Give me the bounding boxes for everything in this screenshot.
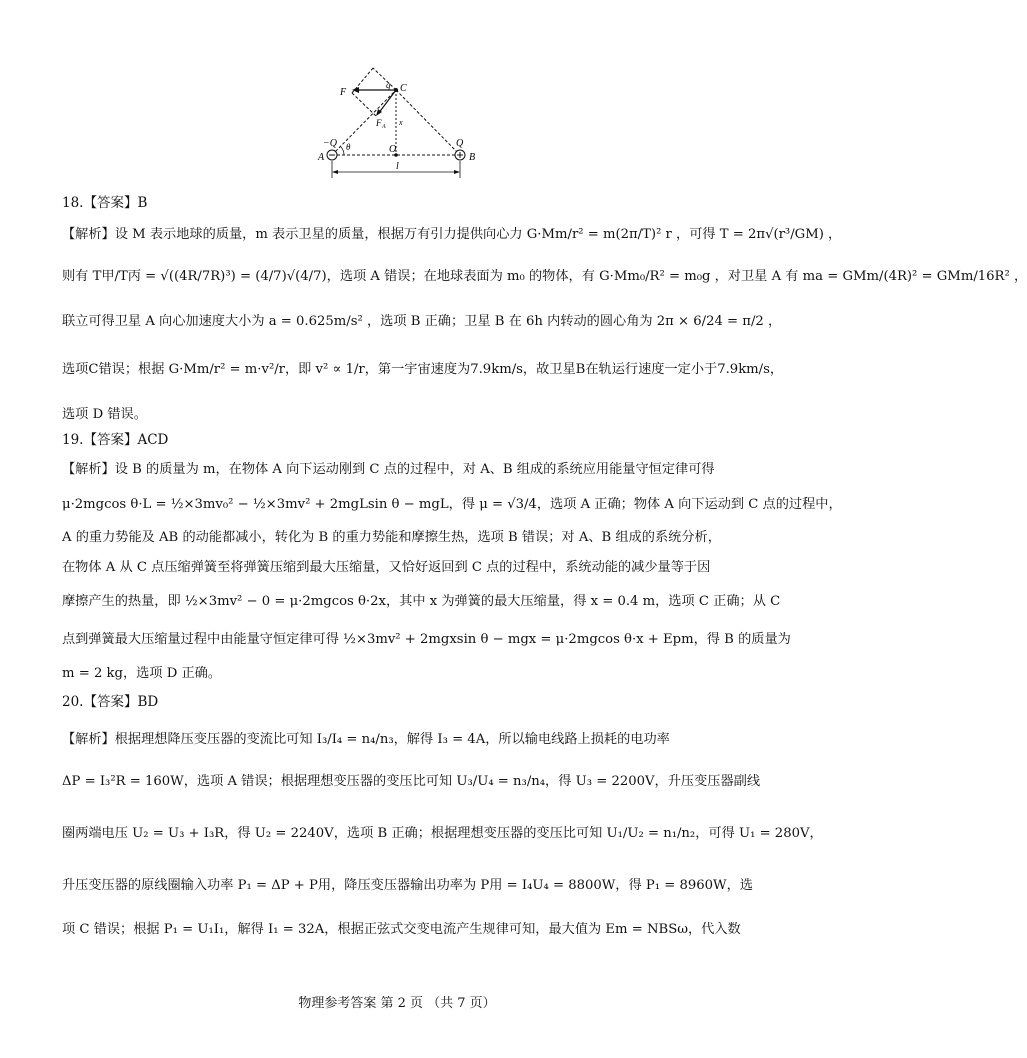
- q19-title: 19.【答案】ACD: [62, 432, 169, 448]
- q18-line-2: 则有 T甲/T丙 = √((4R/7R)³) = (4/7)√(4/7)，选项 A 错误；在地球表面为 m₀ 的物体，有 G·Mm₀/R² = m₀g ，对卫星 A 有 ma = GMm/(4R)² = GMm/16R² ，: [62, 269, 1027, 284]
- q18-line-4: 选项C错误；根据 G·Mm/r² = m·v²/r，即 v² ∝ 1/r，第一宇宙速度为7.9km/s，故卫星B在轨运行速度一定小于7.9km/s，: [62, 362, 784, 377]
- q19-line-3: A 的重力势能及 AB 的动能都减小，转化为 B 的重力势能和摩擦生热，选项 B 错误；对 A、B 组成的系统分析，: [62, 530, 721, 545]
- q20-title: 20.【答案】BD: [62, 694, 159, 710]
- label-F: F: [340, 87, 347, 98]
- q18-line-3: 联立可得卫星 A 向心加速度大小为 a = 0.625m/s² ，选项 B 正确；卫星 B 在 6h 内转动的圆心角为 2π × 6/24 = π/2 ，: [62, 314, 782, 329]
- label-A: A: [318, 152, 325, 163]
- label-FA: F: [376, 118, 382, 128]
- label-O: O: [389, 144, 397, 155]
- q19-line-1: 【解析】设 B 的质量为 m，在物体 A 向下运动刚到 C 点的过程中，对 A、B 组成的系统应用能量守恒定律可得: [62, 462, 715, 477]
- label-FA-sub: A: [382, 124, 386, 130]
- q19-line-7: m = 2 kg，选项 D 正确。: [62, 666, 222, 681]
- q19-line-6: 点到弹簧最大压缩量过程中由能量守恒定律可得 ½×3mv² + 2mgxsin θ − mgx = μ·2mgcos θ·x + Epm，得 B 的质量为: [62, 632, 791, 647]
- label-C: C: [400, 83, 407, 94]
- q19-line-4: 在物体 A 从 C 点压缩弹簧至将弹簧压缩到最大压缩量，又恰好返回到 C 点的过程中，系统动能的减少量等于因: [62, 560, 711, 575]
- label-neg-Q: −Q: [323, 138, 337, 149]
- q20-line-4: 升压变压器的原线圈输入功率 P₁ = ΔP + P用，降压变压器输出功率为 P用 = I₄U₄ = 8800W，得 P₁ = 8960W，选: [62, 878, 753, 893]
- label-theta: θ: [346, 142, 351, 152]
- label-l: l: [396, 161, 399, 172]
- label-Q: Q: [456, 138, 464, 149]
- q19-line-5: 摩擦产生的热量，即 ½×3mv² − 0 = μ·2mgcos θ·2x，其中 x 为弹簧的最大压缩量，得 x = 0.4 m，选项 C 正确；从 C: [62, 594, 781, 609]
- q19-line-2: μ·2mgcos θ·L = ½×3mv₀² − ½×3mv² + 2mgLsin θ − mgL，得 μ = √3/4，选项 A 正确；物体 A 向下运动到 C 点的过程中，: [62, 497, 842, 512]
- q18-line-5: 选项 D 错误。: [62, 407, 147, 422]
- label-x: x: [399, 118, 403, 127]
- page-footer: 物理参考答案 第 2 页 （共 7 页）: [298, 996, 496, 1011]
- label-q: q: [386, 80, 391, 90]
- q20-line-3: 圈两端电压 U₂ = U₃ + I₃R，得 U₂ = 2240V，选项 B 正确；根据理想变压器的变压比可知 U₁/U₂ = n₁/n₂，可得 U₁ = 280V，: [62, 826, 823, 841]
- force-diagram: [318, 68, 478, 186]
- q20-line-1: 【解析】根据理想降压变压器的变流比可知 I₃/I₄ = n₄/n₃，解得 I₃ = 4A，所以输电线路上损耗的电功率: [62, 732, 670, 747]
- q20-line-2: ΔP = I₃²R = 160W，选项 A 错误；根据理想变压器的变压比可知 U₃/U₄ = n₃/n₄，得 U₃ = 2200V，升压变压器副线: [62, 774, 761, 789]
- q20-line-5: 项 C 错误；根据 P₁ = U₁I₁，解得 I₁ = 32A，根据正弦式交变电流产生规律可知，最大值为 Em = NBSω，代入数: [62, 922, 741, 937]
- label-B: B: [469, 152, 476, 163]
- q18-title: 18.【答案】B: [62, 195, 148, 211]
- q18-line-1: 【解析】设 M 表示地球的质量，m 表示卫星的质量，根据万有引力提供向心力 G·Mm/r² = m(2π/T)² r ，可得 T = 2π√(r³/GM) ，: [62, 227, 842, 242]
